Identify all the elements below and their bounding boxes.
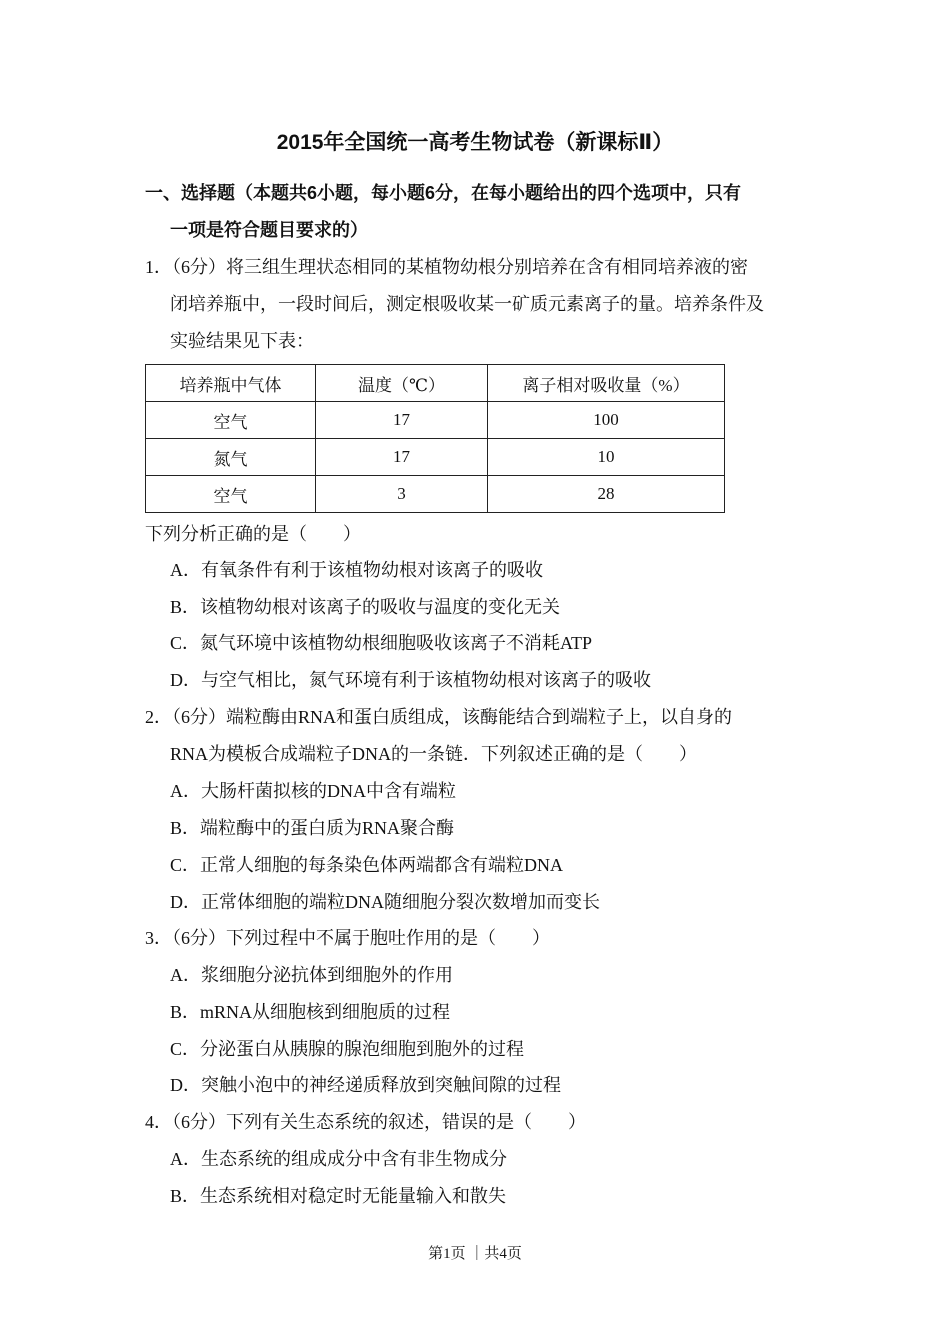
table-header: 温度（℃） xyxy=(316,365,488,402)
table-cell: 17 xyxy=(316,402,488,439)
question-2-text: RNA为模板合成端粒子DNA的一条链．下列叙述正确的是（ ） xyxy=(170,744,697,764)
question-1-text: 1．（6分）将三组生理状态相同的某植物幼根分别培养在含有相同培养液的密 xyxy=(145,257,748,277)
table-row xyxy=(146,476,725,513)
table-row xyxy=(146,439,725,476)
question-2-text: 2．（6分）端粒酶由RNA和蛋白质组成，该酶能结合到端粒子上，以自身的 xyxy=(145,707,733,727)
option-c: C．氮气环境中该植物幼根细胞吸收该离子不消耗ATP xyxy=(170,633,593,653)
option-c: C．分泌蛋白从胰腺的腺泡细胞到胞外的过程 xyxy=(170,1039,525,1059)
question-1-text: 实验结果见下表： xyxy=(170,331,314,351)
table-cell: 28 xyxy=(488,476,725,513)
table-row xyxy=(146,402,725,439)
results-table xyxy=(145,364,725,513)
table-header: 培养瓶中气体 xyxy=(146,365,316,402)
option-d: D．与空气相比，氮气环境有利于该植物幼根对该离子的吸收 xyxy=(170,670,651,690)
option-a: A．有氧条件有利于该植物幼根对该离子的吸收 xyxy=(170,560,543,580)
question-1-stem: 下列分析正确的是（ ） xyxy=(145,524,361,544)
page-footer: 第1页 ｜共4页 xyxy=(428,1246,522,1262)
document-title: 2015年全国统一高考生物试卷（新课标Ⅱ） xyxy=(276,131,674,154)
table-cell: 空气 xyxy=(146,402,316,439)
table-cell: 100 xyxy=(488,402,725,439)
question-1-text: 闭培养瓶中，一段时间后，测定根吸收某一矿质元素离子的量。培养条件及 xyxy=(170,294,764,314)
option-c: C．正常人细胞的每条染色体两端都含有端粒DNA xyxy=(170,855,564,875)
section-heading: 一、选择题（本题共6小题，每小题6分，在每小题给出的四个选项中，只有 xyxy=(145,183,742,203)
table-cell: 17 xyxy=(316,439,488,476)
option-b: B．该植物幼根对该离子的吸收与温度的变化无关 xyxy=(170,597,561,617)
option-b: B．mRNA从细胞核到细胞质的过程 xyxy=(170,1002,451,1022)
table-cell: 空气 xyxy=(146,476,316,513)
table-cell: 氮气 xyxy=(146,439,316,476)
section-heading-cont: 一项是符合题目要求的） xyxy=(170,220,368,240)
option-b: B．端粒酶中的蛋白质为RNA聚合酶 xyxy=(170,818,455,838)
question-4-text: 4．（6分）下列有关生态系统的叙述，错误的是（ ） xyxy=(145,1112,586,1132)
table-cell: 10 xyxy=(488,439,725,476)
option-b: B．生态系统相对稳定时无能量输入和散失 xyxy=(170,1186,507,1206)
option-a: A．生态系统的组成成分中含有非生物成分 xyxy=(170,1149,507,1169)
option-a: A．浆细胞分泌抗体到细胞外的作用 xyxy=(170,965,453,985)
option-d: D．突触小泡中的神经递质释放到突触间隙的过程 xyxy=(170,1075,561,1095)
question-3-text: 3．（6分）下列过程中不属于胞吐作用的是（ ） xyxy=(145,928,550,948)
table-header-row xyxy=(146,365,725,402)
option-d: D．正常体细胞的端粒DNA随细胞分裂次数增加而变长 xyxy=(170,892,600,912)
table-cell: 3 xyxy=(316,476,488,513)
option-a: A．大肠杆菌拟核的DNA中含有端粒 xyxy=(170,781,456,801)
table-header: 离子相对吸收量（%） xyxy=(488,365,725,402)
